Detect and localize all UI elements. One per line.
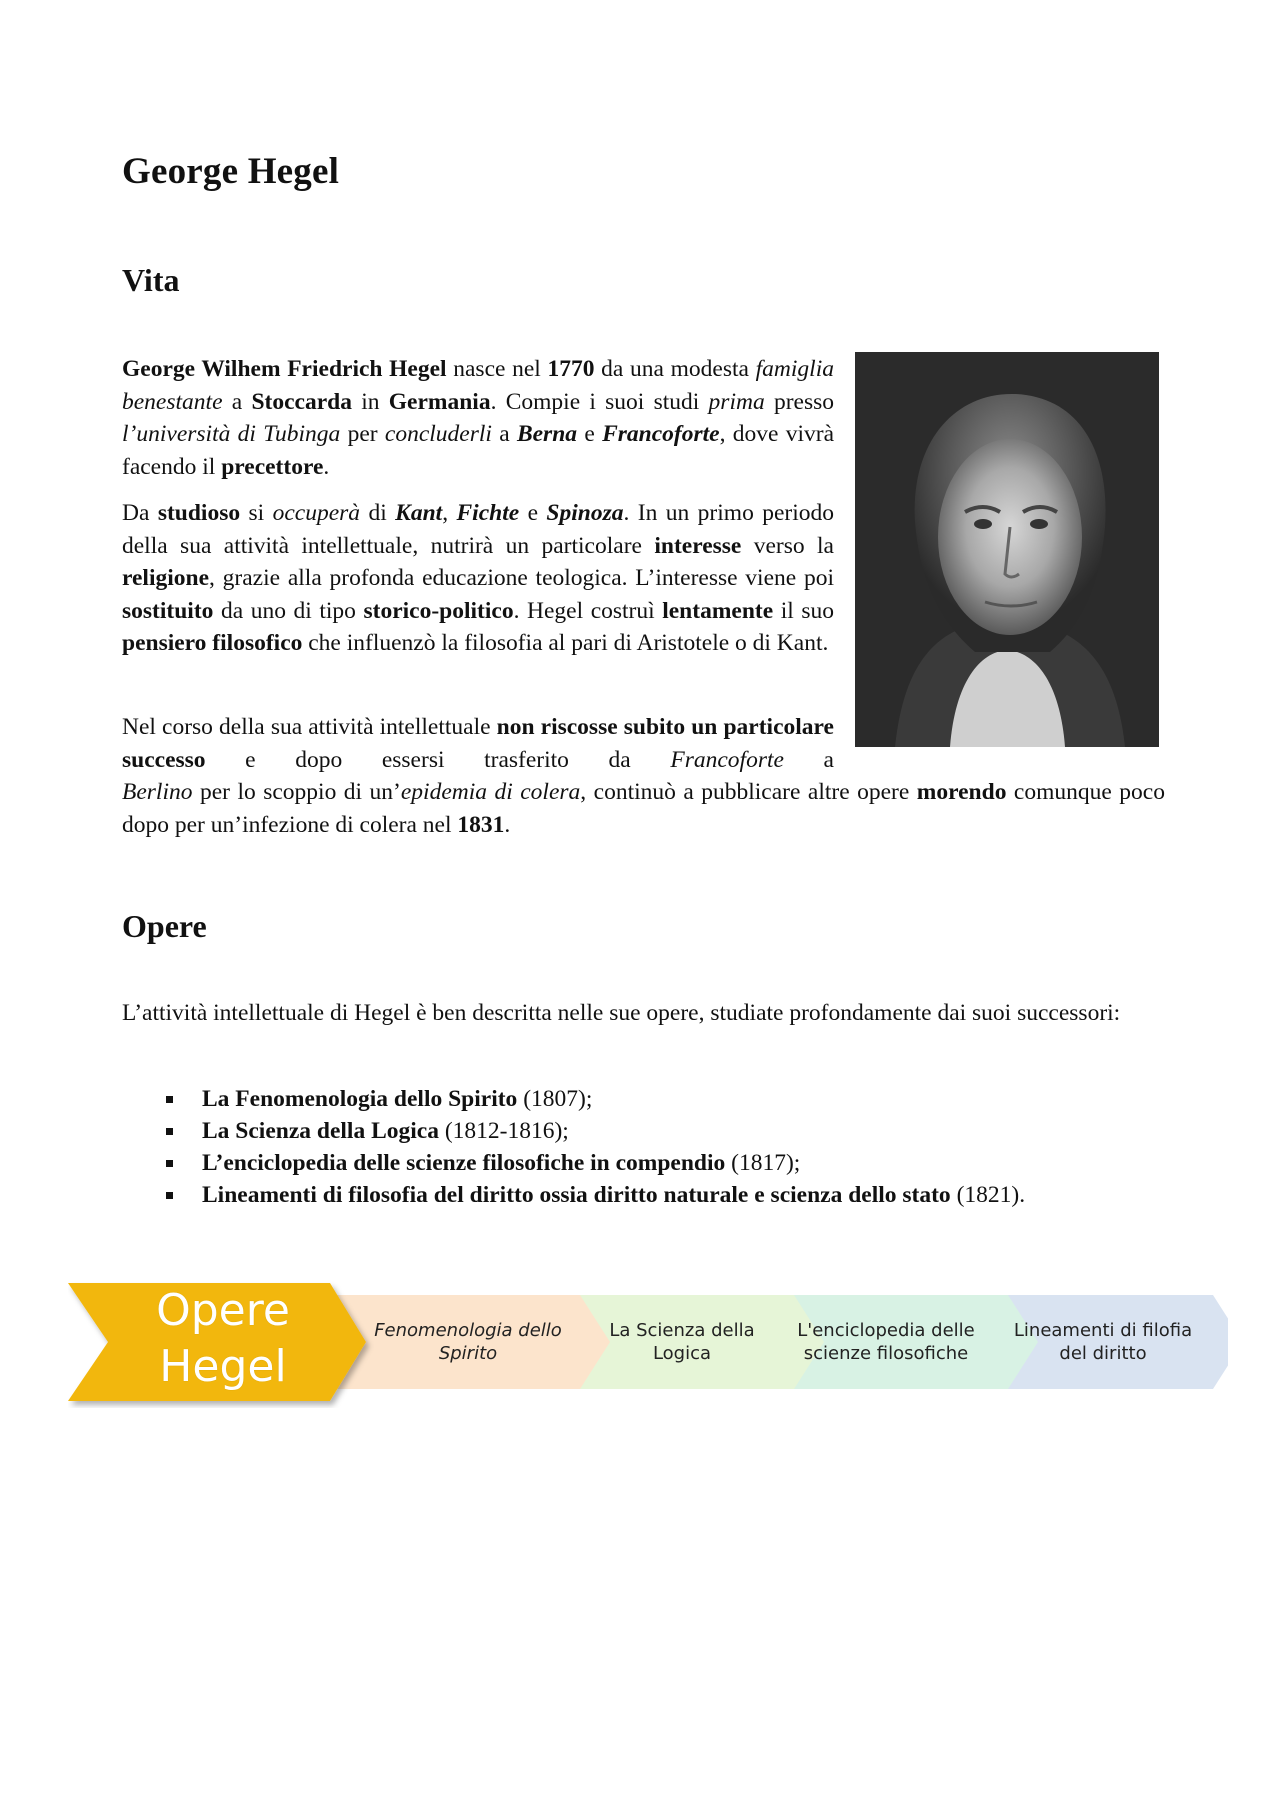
work-title: La Scienza della Logica <box>202 1118 439 1144</box>
work-date: (1821). <box>950 1182 1026 1208</box>
section-heading-opere: Opere <box>122 908 207 944</box>
work-title: La Fenomenologia dello Spirito <box>202 1086 518 1112</box>
text-run: Francoforte <box>602 421 720 447</box>
text-run: Francoforte <box>670 746 784 773</box>
text-run: morendo <box>916 779 1007 805</box>
work-title: Lineamenti di filosofia del diritto ossia diritto naturale e scienza dello stato <box>202 1182 951 1208</box>
text-run: concluderli <box>384 421 492 447</box>
works-process-diagram <box>68 1278 1228 1408</box>
text-run: religione <box>122 565 210 591</box>
portrait-drawing <box>855 352 1159 747</box>
text-run: lentamente <box>662 597 774 624</box>
text-run: Spinoza <box>546 500 624 526</box>
text-run: Fichte <box>456 500 520 526</box>
bullet-square-icon <box>166 1192 173 1199</box>
bullet-square-icon <box>166 1096 173 1103</box>
diagram-step-label: Fenomenologia dello Spirito <box>374 1320 562 1364</box>
text-run: epidemia di colera <box>400 779 581 805</box>
diagram-head-label <box>123 1283 323 1395</box>
page-title: George Hegel <box>122 151 340 192</box>
bullet-square-icon <box>166 1128 173 1135</box>
text-run: occuperà <box>272 500 361 526</box>
vita-paragraph-3-end: Berlino per lo scoppio di un’epidemia di colera, continuò a pubblicare altre opere morendo comunque poco dopo per un’infezione di colera nel 1831. <box>122 779 1165 838</box>
hegel-portrait-image <box>855 352 1159 747</box>
text-run: pensiero filosofico <box>122 630 303 656</box>
text-run: non riscosse subito un particolare successo <box>122 714 834 773</box>
text-run: Kant <box>395 500 443 526</box>
works-list <box>160 1083 1025 1211</box>
text-run: interesse <box>654 532 742 559</box>
work-date: (1817); <box>725 1150 801 1176</box>
opere-intro-paragraph: L’attività intellettuale di Hegel è ben descritta nelle sue opere, studiate profondamente dai suoi successori: <box>122 1000 1121 1026</box>
text-run: Berna <box>516 421 578 447</box>
work-date: (1812-1816); <box>438 1118 569 1144</box>
text-run: 1831 <box>457 811 505 838</box>
vita-paragraph-2: Da studioso si occuperà di Kant, Fichte e Spinoza. In un primo periodo della sua attività intellettuale, nutrirà un particolare interesse verso la religione, grazie alla profonda educazione teologica. L’interesse viene poi sostituito da uno di tipo storico-politico. Hegel costruì lentamente il suo pensiero filosofico che influenzò la filosofia al pari di Aristotele o di Kant. <box>122 500 835 656</box>
text-run: 1770 <box>547 356 595 382</box>
text-run: Stoccarda <box>251 388 352 415</box>
text-run: studioso <box>157 500 241 526</box>
text-run: prima <box>708 388 765 415</box>
text-run: Germania <box>388 388 491 415</box>
diagram-step-label: Lineamenti di filofia del diritto <box>1013 1320 1193 1364</box>
list-item <box>160 1115 1025 1147</box>
diagram-head-line-2: Hegel <box>159 1341 287 1392</box>
diagram-step-label: L'enciclopedia delle scienze filosofiche <box>797 1320 975 1364</box>
text-run: precettore <box>221 453 324 480</box>
work-date: (1807); <box>517 1086 593 1112</box>
list-item <box>160 1083 1025 1115</box>
text-run: George Wilhem Friedrich Hegel <box>122 356 447 382</box>
text-run: Berlino <box>122 779 193 805</box>
work-title: L’enciclopedia delle scienze filosofiche in compendio <box>202 1150 726 1176</box>
text-run: l’università di Tubinga <box>122 421 341 447</box>
vita-paragraph-1: George Wilhem Friedrich Hegel nasce nel 1770 da una modesta famiglia benestante a Stoccarda in Germania. Compie i suoi studi prima presso l’università di Tubinga per concluderli a Berna e Francoforte, dove vivrà facendo il precettore. <box>122 356 835 480</box>
text-run: famiglia benestante <box>122 356 834 415</box>
section-heading-vita: Vita <box>122 262 180 298</box>
text-run: sostituito <box>122 597 214 624</box>
diagram-head-line-1: Opere <box>156 1285 290 1336</box>
list-item <box>160 1147 1025 1179</box>
vita-paragraph-3-start: Nel corso della sua attività intellettuale non riscosse subito un particolare successo e dopo essersi trasferito da Francoforte a <box>122 714 834 773</box>
bullet-square-icon <box>166 1160 173 1167</box>
diagram-step-label: La Scienza della Logica <box>609 1320 755 1364</box>
text-run: storico-politico <box>363 597 514 624</box>
list-item <box>160 1179 1025 1211</box>
